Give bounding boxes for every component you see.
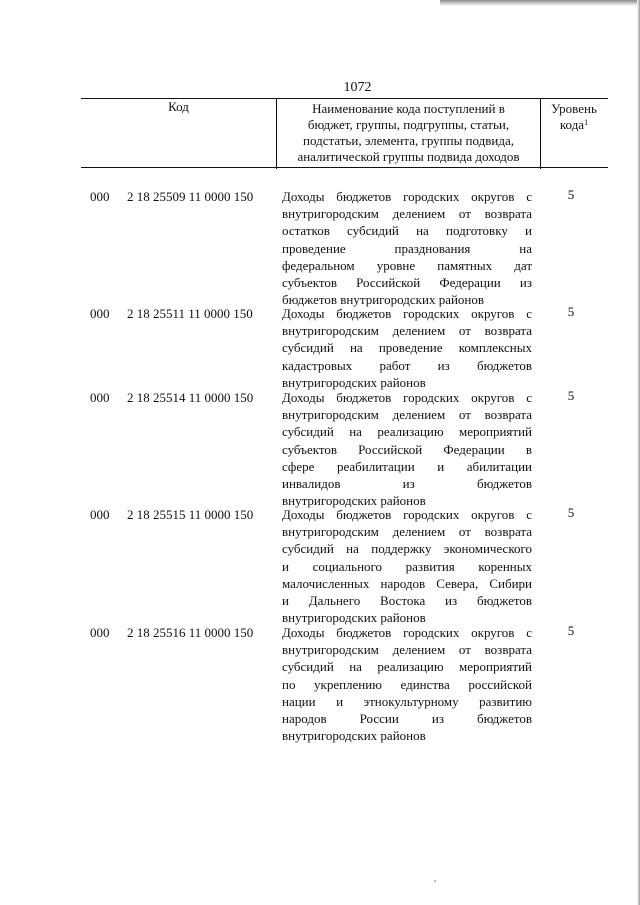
footnote-marker: 1 (584, 118, 589, 127)
header-name-line: подстатьи, элемента, группы подвида, (303, 133, 514, 148)
admin-code: 000 (90, 306, 110, 321)
description-line: внутригородских районов (282, 728, 426, 744)
description-line: внутригородским делением от возврата (282, 524, 532, 540)
revenue-description (282, 624, 532, 744)
code-level: 5 (567, 505, 575, 520)
header-level-word: кода (559, 117, 585, 132)
description-line: субсидий на поддержку экономического (282, 541, 532, 557)
page-number: 1072 (343, 80, 372, 95)
description-line: и социального развития коренных (282, 558, 532, 574)
admin-code: 000 (90, 625, 110, 640)
code-level: 5 (567, 388, 575, 403)
scan-edge (440, 0, 640, 6)
header-level-line1: Уровень (551, 101, 597, 116)
table-header (81, 98, 608, 168)
description-line: Доходы бюджетов городских округов с (282, 306, 532, 321)
revenue-code: 2 18 25509 11 0000 150 (127, 189, 254, 204)
code-level: 5 (567, 623, 575, 638)
header-level-line2 (540, 117, 608, 133)
description-line: Доходы бюджетов городских округов с (282, 625, 532, 640)
revenue-description (282, 506, 532, 626)
description-line: нации и этнокультурному развитию (282, 693, 532, 709)
revenue-code: 2 18 25511 11 0000 150 (127, 306, 253, 321)
description-line: проведение празднования на (282, 240, 532, 256)
description-line: Доходы бюджетов городских округов с (282, 507, 532, 522)
description-line: народов России из бюджетов (282, 711, 532, 727)
admin-code: 000 (90, 507, 110, 522)
description-line: субсидий на реализацию мероприятий (282, 659, 532, 675)
description-line: бюджетов внутригородских районов (282, 292, 485, 308)
description-line: Доходы бюджетов городских округов с (282, 189, 532, 204)
revenue-code: 2 18 25514 11 0000 150 (127, 390, 254, 405)
header-level (540, 99, 608, 169)
header-name-line: бюджет, группы, подгруппы, статьи, (307, 117, 510, 132)
description-line: субсидий на реализацию мероприятий (282, 424, 532, 440)
description-line: внутригородским делением от возврата (282, 206, 532, 222)
description-line: инвалидов из бюджетов (282, 476, 532, 492)
description-line: остатков субсидий на подготовку и (282, 223, 532, 239)
code-level: 5 (567, 304, 575, 319)
header-code: Код (168, 99, 189, 114)
revenue-code: 2 18 25515 11 0000 150 (127, 507, 254, 522)
code-level: 5 (567, 187, 575, 202)
description-line: и Дальнего Востока из бюджетов (282, 593, 532, 609)
description-line: по укреплению единства российской (282, 676, 532, 692)
description-line: внутригородским делением от возврата (282, 323, 532, 339)
description-line: малочисленных народов Севера, Сибири (282, 575, 532, 591)
description-line: Доходы бюджетов городских округов с (282, 390, 532, 405)
description-line: внутригородских районов (282, 610, 426, 626)
description-line: кадастровых работ из бюджетов (282, 357, 532, 373)
description-line: субъектов Российской Федерации из (282, 275, 532, 291)
revenue-description (282, 389, 532, 509)
header-name (276, 99, 541, 169)
revenue-description (282, 305, 532, 391)
description-line: сфере реабилитации и абилитации (282, 458, 532, 474)
description-line: субъектов Российской Федерации в (282, 441, 532, 457)
description-line: внутригородским делением от возврата (282, 642, 532, 658)
description-line: внутригородских районов (282, 374, 426, 390)
revenue-code: 2 18 25516 11 0000 150 (127, 625, 254, 640)
description-line: федеральном уровне памятных дат (282, 257, 532, 273)
scan-speck (434, 880, 436, 882)
revenue-description (282, 188, 532, 308)
admin-code: 000 (90, 189, 110, 204)
header-name-line: аналитической группы подвида доходов (297, 149, 520, 164)
description-line: субсидий на проведение комплексных (282, 340, 532, 356)
description-line: внутригородских районов (282, 493, 426, 509)
header-name-line: Наименование кода поступлений в (312, 101, 505, 116)
description-line: внутригородским делением от возврата (282, 407, 532, 423)
admin-code: 000 (90, 390, 110, 405)
